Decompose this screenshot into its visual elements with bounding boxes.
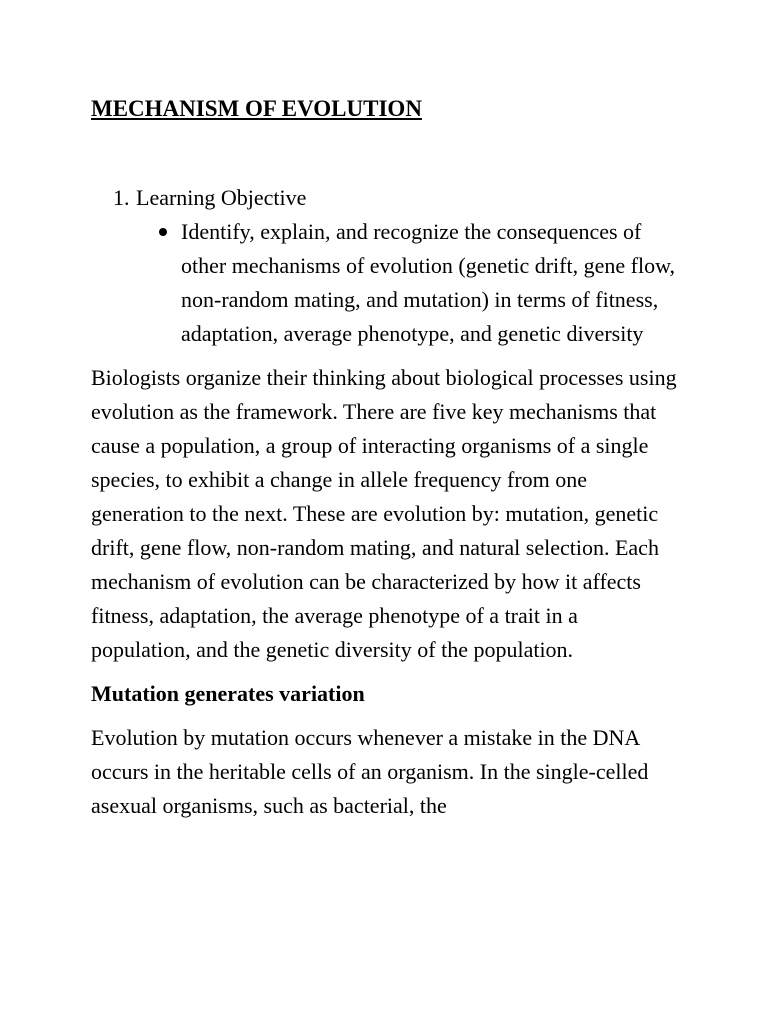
section-paragraph: Evolution by mutation occurs whenever a mistake in the DNA occurs in the heritable cells of an organism. In the single-celled asexual organisms, such as bacterial, the [91, 725, 649, 818]
objective-bullet [136, 215, 681, 351]
section-heading: Mutation generates variation [91, 681, 365, 706]
intro-paragraph: Biologists organize their thinking about biological processes using evolution as the framework. There are five key mechanisms that cause a population, a group of interacting organisms of a single species, to exhibit a change in allele frequency from one generation to the next. These are evolution by: mutation, genetic drift, gene flow, non-random mating, and natural selection. Each mechanism of evolution can be characterized by how it affects fitness, adaptation, the average phenotype of a trait in a population, and the genetic diversity of the population. [91, 365, 677, 662]
objective-list [91, 181, 691, 351]
objective-item [91, 181, 691, 351]
document-title: MECHANISM OF EVOLUTION [91, 96, 422, 121]
bullet-icon [159, 228, 167, 236]
objective-label: Learning Objective [136, 185, 307, 210]
objective-bullet-list [136, 215, 691, 351]
objective-bullet-text: Identify, explain, and recognize the consequences of other mechanisms of evolution (genetic drift, gene flow, non-random mating, and mutation) in terms of fitness, adaptation, average phenotype, and genetic diversity [181, 219, 676, 346]
document-page [91, 92, 691, 823]
objective-number: 1. [113, 185, 130, 210]
